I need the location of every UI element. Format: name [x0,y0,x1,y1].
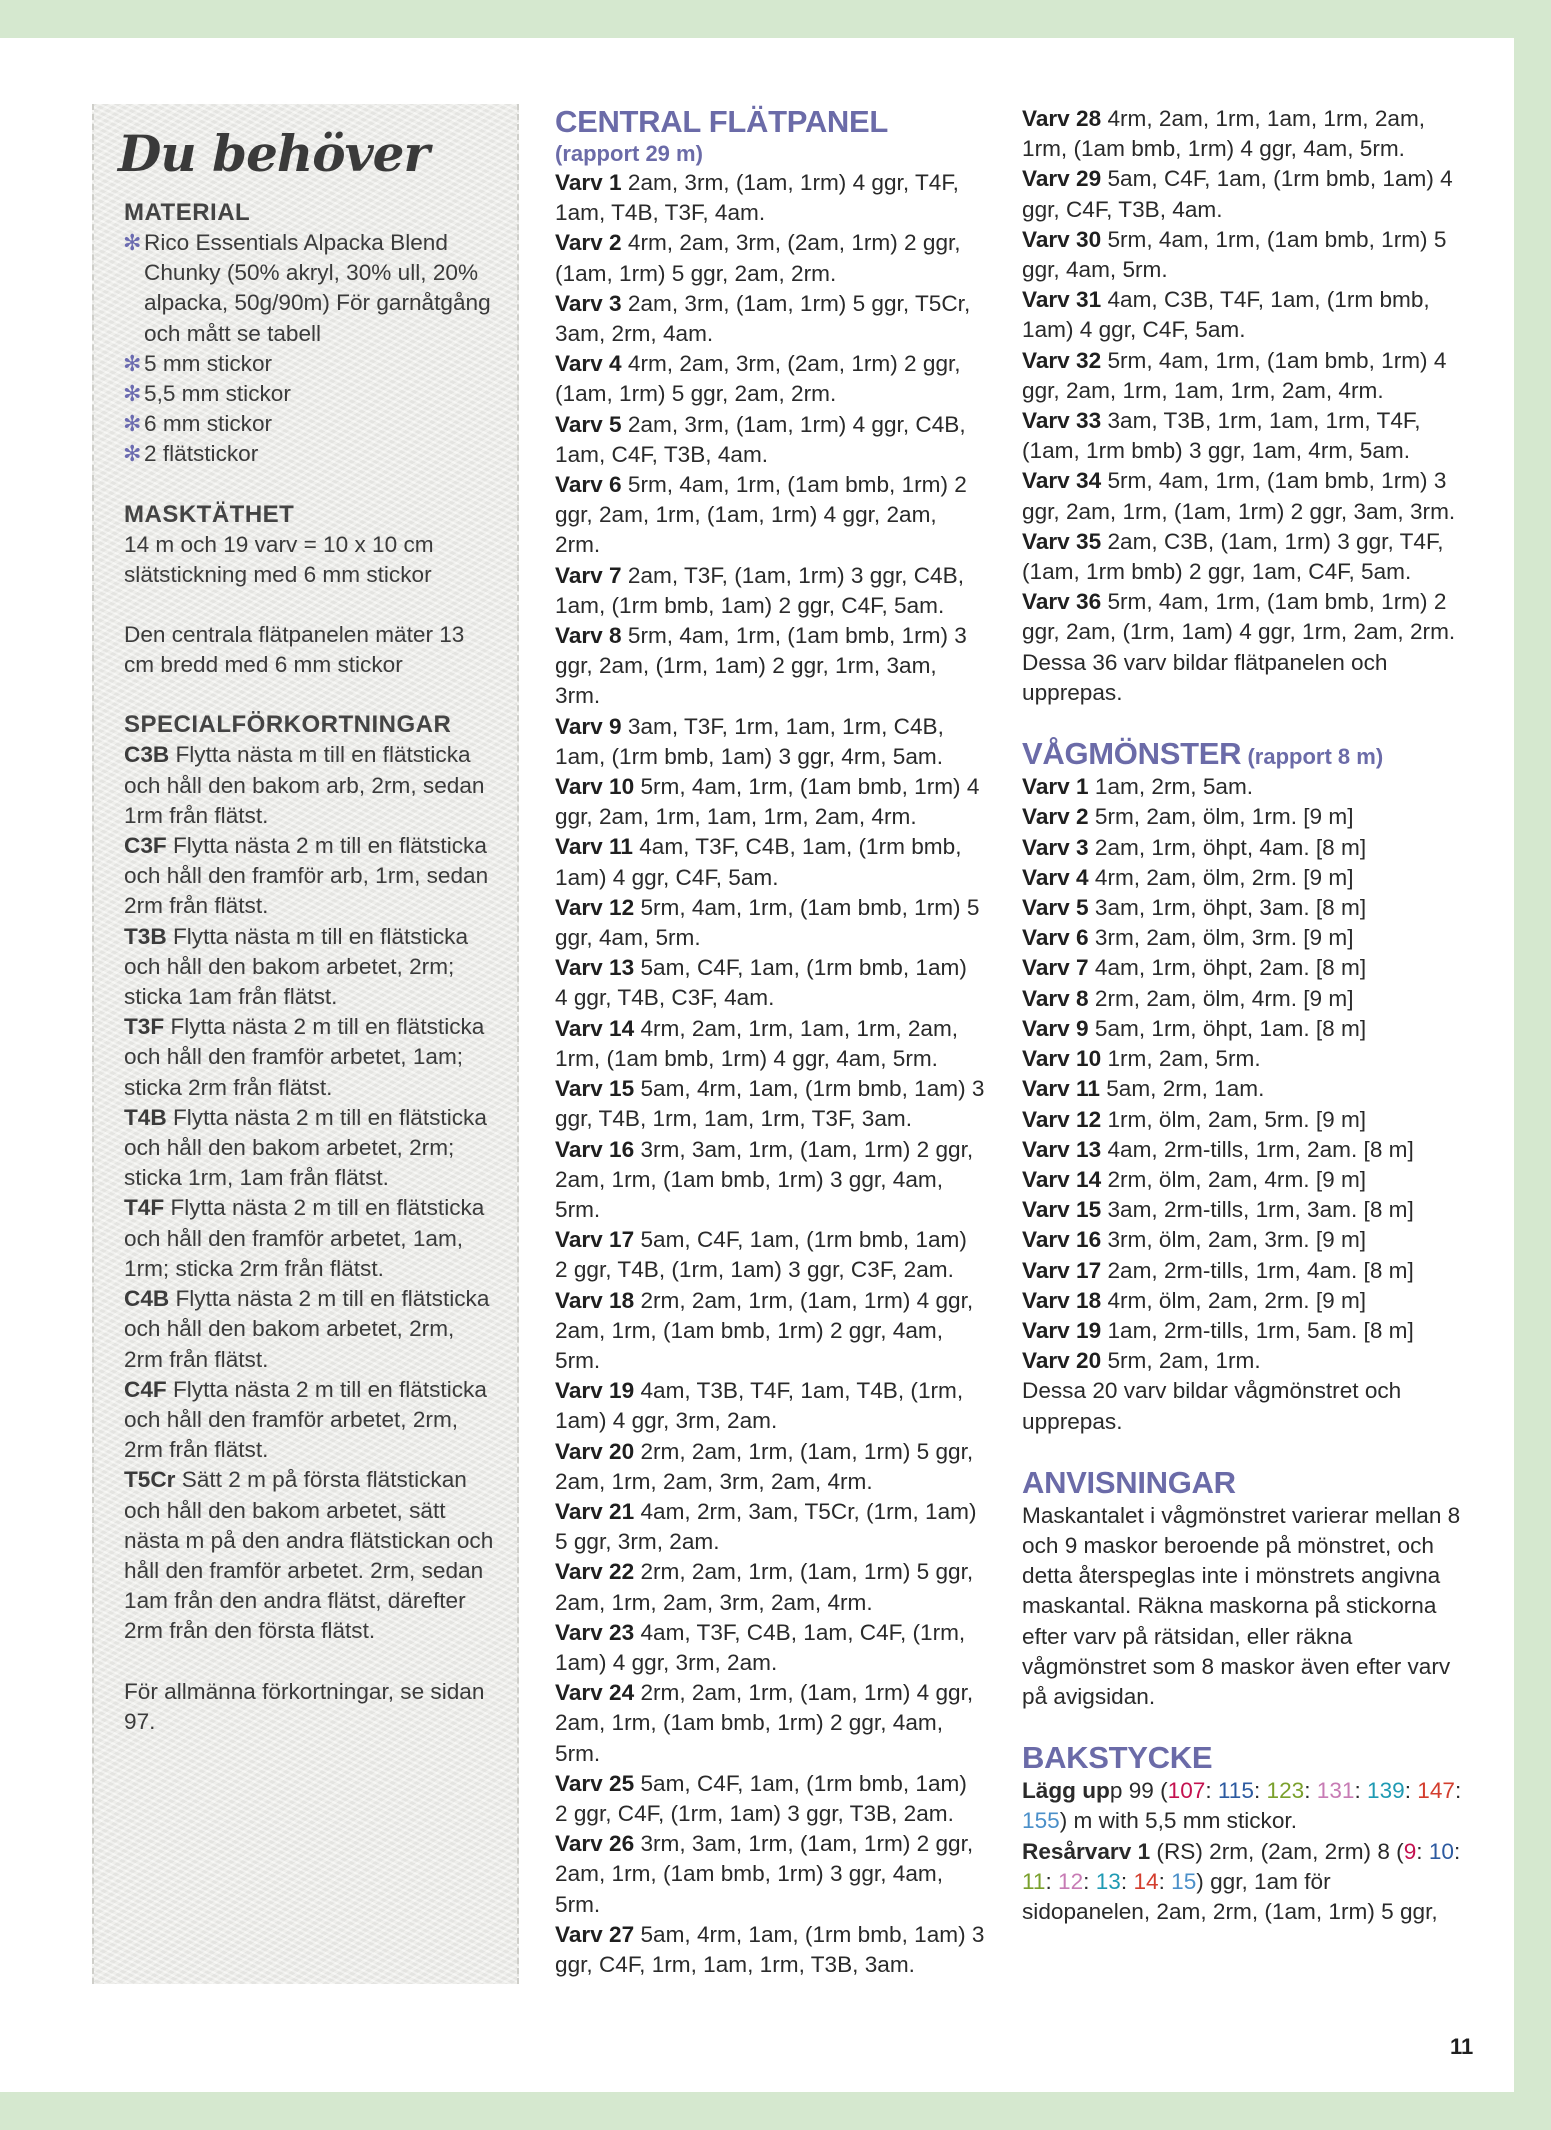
row-label: Varv 8 [555,623,622,649]
size-value: 147 [1417,1778,1455,1804]
pattern-row [1022,893,1462,923]
row-label: Varv 7 [1022,955,1089,981]
row-text: 1rm, 2am, 5rm. [1107,1046,1261,1072]
size-value: 10 [1428,1838,1454,1864]
row-label: Varv 10 [1022,1046,1102,1072]
row-text: 3rm, 3am, 1rm, (1am, 1rm) 2 ggr, 2am, 1rm, (1am bmb, 1rm) 3 ggr, 4am, 5rm. [555,1831,974,1917]
pattern-row [1022,527,1462,587]
row-label: Varv 4 [1022,864,1089,890]
abbreviation-code: T3B [124,923,167,949]
abbreviation-item [124,1465,495,1646]
pattern-row [555,1769,985,1829]
central-panel-column [555,104,985,1980]
row-text: 2am, 1rm, öhpt, 4am. [8 m] [1094,834,1367,860]
abbreviation-code: C4B [124,1286,170,1312]
pattern-row [555,561,985,621]
row-label: Varv 18 [555,1287,635,1313]
size-value: 131 [1316,1778,1355,1804]
pattern-row [555,1497,985,1557]
pattern-row [555,349,985,409]
abbreviation-text: Sätt 2 m på första flätstickan och håll den bakom arbetet, sätt nästa m på den andra flätstickan och håll den framför arbetet. 2rm, sedan 1am från den andra flätst, därefter 2rm från den första flätst. [124,1467,494,1644]
pattern-row [1022,1044,1462,1074]
row-text: 4am, T3B, T4F, 1am, T4B, (1rm, 1am) 4 ggr, 3rm, 2am. [555,1378,964,1434]
asterisk-icon: ✻ [123,441,142,467]
row-label: Varv 28 [1022,106,1102,131]
panel-size-text: Den centrala flätpanelen mäter 13 cm bredd med 6 mm stickor [124,622,465,678]
row-text: 4am, T3F, C4B, 1am, (1rm bmb, 1am) 4 ggr, C4F, 5am. [555,834,962,890]
central-panel-note: Dessa 36 varv bildar flätpanelen och upprepas. [1022,649,1388,705]
row-text: 2am, 2rm-tills, 1rm, 4am. [8 m] [1107,1257,1414,1283]
row-label: Varv 36 [1022,589,1102,615]
row-text: 2rm, 2am, 1rm, (1am, 1rm) 4 ggr, 2am, 1rm, (1am bmb, 1rm) 2 ggr, 4am, 5rm. [555,1680,974,1766]
row-label: Varv 29 [1022,166,1102,192]
row-text: 5am, 4rm, 1am, (1rm bmb, 1am) 3 ggr, T4B, 1rm, 1am, 1rm, T3F, 3am. [555,1076,985,1132]
pattern-row [555,621,985,712]
row-label: Varv 27 [555,1921,635,1947]
row-label: Varv 2 [1022,804,1089,830]
row-text: 2am, 3rm, (1am, 1rm) 4 ggr, C4B, 1am, C4F, T3B, 4am. [555,411,966,467]
row-text: 5rm, 4am, 1rm, (1am bmb, 1rm) 4 ggr, 2am, 1rm, 1am, 1rm, 2am, 4rm. [555,774,980,830]
pattern-row [1022,772,1462,802]
row-label: Varv 13 [555,955,635,981]
pattern-row [1022,1135,1462,1165]
pattern-row [1022,587,1462,647]
row-label: Varv 3 [1022,834,1089,860]
abbreviation-text: Flytta nästa 2 m till en flätsticka och håll den bakom arbetet, 2rm, 2rm från flätst. [124,1286,490,1372]
row-text: 5rm, 4am, 1rm, (1am bmb, 1rm) 2 ggr, 2am, (1rm, 1am) 4 ggr, 1rm, 2am, 2rm. [1022,589,1456,645]
row-text: 1rm, ölm, 2am, 5rm. [9 m] [1107,1106,1367,1132]
pattern-row [1022,104,1462,164]
row-text: 1am, 2rm, 5am. [1094,774,1254,800]
row-label: Varv 20 [1022,1348,1102,1374]
pattern-row [555,410,985,470]
row-text: 3rm, ölm, 2am, 3rm. [9 m] [1107,1227,1367,1253]
pattern-row [555,228,985,288]
row-label: Varv 21 [555,1498,635,1524]
row-label: Varv 19 [1022,1317,1102,1343]
row-text: 5rm, 4am, 1rm, (1am bmb, 1rm) 5 ggr, 4am, 5rm. [1022,226,1447,283]
row-text: 4rm, 2am, 1rm, 1am, 1rm, 2am, 1rm, (1am bmb, 1rm) 4 ggr, 4am, 5rm. [555,1015,959,1071]
asterisk-icon: ✻ [123,350,142,376]
row-text: 2rm, 2am, 1rm, (1am, 1rm) 5 ggr, 2am, 1rm, 2am, 3rm, 2am, 4rm. [555,1559,974,1615]
row-label: Varv 22 [555,1559,635,1585]
row-label: Varv 15 [1022,1197,1102,1223]
list-item: ✻ 6 mm stickor [124,409,495,439]
row-label: Varv 11 [555,834,633,860]
abbreviation-item [124,1012,495,1103]
abbreviation-item [124,922,495,1013]
abbreviation-item [124,1284,495,1375]
cast-on-sizes: 107: 115: 123: 131: 139: 147: 155 [1022,1778,1462,1834]
row-label: Varv 16 [555,1136,635,1162]
row-label: Varv 33 [1022,408,1102,434]
row-label: Varv 9 [1022,1015,1089,1041]
pattern-row [555,1557,985,1617]
row-label: Varv 6 [555,472,622,498]
row-text: 3am, 1rm, öhpt, 3am. [8 m] [1094,895,1367,921]
materials-sidebar [92,104,519,1984]
wave-rows [1022,772,1462,1376]
row-text: 4rm, 2am, 3rm, (2am, 1rm) 2 ggr, (1am, 1rm) 5 ggr, 2am, 2rm. [555,351,961,407]
row-text: 5rm, 4am, 1rm, (1am bmb, 1rm) 4 ggr, 2am, 1rm, 1am, 1rm, 2am, 4rm. [1022,347,1447,403]
rib-paragraph: Resårvarv 1 (RS) 2rm, (2am, 2rm) 8 (9: 10: 11: 12: 13: 14: 15) ggr, 1am för sidopanelen, 2am, 2rm, (1am, 1rm) 5 ggr, [1022,1838,1461,1924]
pattern-row [1022,1014,1462,1044]
pattern-row [1022,802,1462,832]
abbreviation-text: Flytta nästa 2 m till en flätsticka och håll den bakom arbetet, 2rm; sticka 1rm, 1am från flätst. [124,1104,487,1191]
row-text: 2rm, 2am, 1rm, (1am, 1rm) 5 ggr, 2am, 1rm, 2am, 3rm, 2am, 4rm. [555,1438,974,1494]
pattern-row [555,168,985,228]
pattern-row [1022,164,1462,224]
asterisk-icon: ✻ [123,230,142,255]
size-value: 139 [1367,1778,1405,1804]
row-text: 4rm, 2am, 3rm, (2am, 1rm) 2 ggr, (1am, 1rm) 5 ggr, 2am, 2rm. [555,230,961,286]
row-text: 4am, C3B, T4F, 1am, (1rm bmb, 1am) 4 ggr, C4F, 5am. [1022,287,1430,343]
row-text: 5am, 2rm, 1am. [1106,1076,1265,1102]
pattern-row [1022,466,1462,526]
material-list [124,228,495,470]
abbreviation-item [124,740,495,831]
pattern-row [555,1618,985,1678]
row-text: 4am, T3F, C4B, 1am, C4F, (1rm, 1am) 4 ggr, 3rm, 2am. [555,1619,966,1675]
pattern-row [555,893,985,953]
pattern-row [555,289,985,349]
abbreviation-code: T4B [124,1104,167,1130]
row-text: 5rm, 4am, 1rm, (1am bmb, 1rm) 5 ggr, 4am, 5rm. [555,894,980,951]
pattern-row [1022,225,1462,285]
row-label: Varv 26 [555,1831,635,1857]
pattern-row [555,1829,985,1920]
abbreviation-code: T5Cr [124,1467,176,1493]
row-text: 4rm, ölm, 2am, 2rm. [9 m] [1107,1287,1367,1313]
pattern-row [555,1225,985,1285]
list-item: ✻ 5 mm stickor [124,349,495,379]
size-value: 155 [1022,1808,1060,1834]
row-text: 5rm, 2am, 1rm. [1107,1348,1261,1374]
row-text: 3rm, 2am, ölm, 3rm. [9 m] [1094,925,1354,951]
general-abbreviations-note: För allmänna förkortningar, se sidan 97. [124,1678,485,1734]
asterisk-icon: ✻ [123,411,142,437]
row-label: Varv 14 [555,1015,635,1041]
central-panel-subtitle: (rapport 29 m) [555,141,703,166]
size-value: 123 [1266,1778,1305,1804]
pattern-row [1022,346,1462,406]
row-label: Varv 24 [555,1680,635,1706]
row-text: 2rm, 2am, 1rm, (1am, 1rm) 4 ggr, 2am, 1rm, (1am bmb, 1rm) 2 ggr, 4am, 5rm. [555,1287,974,1373]
asterisk-icon: ✻ [123,381,142,407]
row-label: Varv 1 [1022,774,1089,800]
row-label: Varv 7 [555,562,622,588]
row-text: 2am, C3B, (1am, 1rm) 3 ggr, T4F, (1am, 1rm bmb) 2 ggr, 1am, C4F, 5am. [1022,528,1444,585]
rib-label: Resårvarv 1 [1022,1838,1151,1864]
pattern-row [555,1376,985,1436]
row-label: Varv 5 [555,411,622,437]
pattern-row [1022,1346,1462,1376]
central-panel-rows [555,168,985,1980]
row-text: 5am, 1rm, öhpt, 1am. [8 m] [1094,1015,1367,1041]
size-value: 15 [1171,1868,1197,1894]
row-label: Varv 12 [555,894,635,920]
size-value: 13 [1095,1868,1121,1894]
abbreviation-text: Flytta nästa 2 m till en flätsticka och håll den framför arbetet, 2rm, 2rm från flätst. [124,1376,487,1463]
list-item: ✻ 2 flätstickor [124,439,495,469]
row-label: Varv 8 [1022,985,1089,1011]
abbreviations-list [124,740,495,1646]
row-label: Varv 31 [1022,287,1102,313]
pattern-row [555,470,985,561]
abbreviation-code: C3F [124,833,167,859]
row-label: Varv 4 [555,351,622,377]
pattern-row [1022,1074,1462,1104]
row-label: Varv 11 [1022,1076,1100,1102]
row-label: Varv 10 [555,774,635,800]
cast-on-paragraph: Lägg upp 99 (107: 115: 123: 131: 139: 147: 155) m with 5,5 mm stickor. [1022,1778,1462,1834]
row-label: Varv 16 [1022,1227,1102,1253]
row-text: 2rm, 2am, ölm, 4rm. [9 m] [1094,985,1354,1011]
pattern-row [1022,406,1462,466]
row-label: Varv 6 [1022,925,1089,951]
row-label: Varv 1 [555,170,622,195]
abbreviation-code: C4F [124,1376,167,1402]
size-value: 12 [1058,1868,1084,1894]
row-label: Varv 30 [1022,226,1102,252]
row-text: 2am, T3F, (1am, 1rm) 3 ggr, C4B, 1am, (1rm bmb, 1am) 2 ggr, C4F, 5am. [555,562,964,618]
pattern-row [555,953,985,1013]
abbreviation-text: Flytta nästa m till en flätsticka och håll den bakom arbetet, 2rm; sticka 1am från flätst. [124,923,469,1010]
pattern-row [1022,1316,1462,1346]
instructions-title: ANVISNINGAR [1022,1464,1236,1500]
pattern-row [1022,863,1462,893]
row-text: 4am, 1rm, öhpt, 2am. [8 m] [1094,955,1367,981]
pattern-row [555,1074,985,1134]
row-label: Varv 14 [1022,1166,1102,1192]
row-label: Varv 15 [555,1076,635,1102]
row-label: Varv 20 [555,1438,635,1464]
pattern-row [555,712,985,772]
abbreviations-heading: SPECIALFÖRKORTNINGAR [124,711,452,739]
row-text: 5rm, 2am, ölm, 1rm. [9 m] [1094,804,1354,830]
pattern-row [1022,1286,1462,1316]
pattern-row [1022,1195,1462,1225]
pattern-row [1022,1256,1462,1286]
pattern-row [1022,923,1462,953]
pattern-row [555,1286,985,1377]
wave-heading [1022,736,1462,772]
pattern-row [555,1135,985,1226]
material-heading: MATERIAL [124,199,251,226]
pattern-row [1022,953,1462,983]
abbreviation-text: Flytta nästa 2 m till en flätsticka och håll den framför arbetet, 1am, 1rm; sticka 2rm från flätst. [124,1195,485,1281]
list-item: ✻ Rico Essentials Alpacka Blend Chunky (50% akryl, 30% ull, 20% alpacka, 50g/90m) För garnåtgång och mått se tabell [123,230,491,346]
row-label: Varv 12 [1022,1106,1102,1132]
row-text: 3rm, 3am, 1rm, (1am, 1rm) 2 ggr, 2am, 1rm, (1am bmb, 1rm) 3 ggr, 4am, 5rm. [555,1136,974,1222]
row-label: Varv 17 [555,1227,635,1253]
pattern-row [555,1920,985,1980]
pattern-row [1022,285,1462,345]
gauge-text: 14 m och 19 varv = 10 x 10 cm slätstickning med 6 mm stickor [124,531,434,587]
row-text: 2am, 3rm, (1am, 1rm) 5 ggr, T5Cr, 3am, 2rm, 4am. [555,290,971,347]
row-text: 4rm, 2am, ölm, 2rm. [9 m] [1094,864,1354,890]
row-label: Varv 17 [1022,1257,1102,1283]
row-text: 2rm, ölm, 2am, 4rm. [9 m] [1107,1166,1367,1192]
row-text: 2am, 3rm, (1am, 1rm) 4 ggr, T4F, 1am, T4B, T3F, 4am. [555,170,959,226]
size-value: 107 [1167,1778,1206,1804]
size-value: 11 [1022,1868,1046,1894]
row-label: Varv 35 [1022,528,1102,554]
size-value: 9 [1403,1838,1417,1864]
row-label: Varv 18 [1022,1287,1102,1313]
instructions-text: Maskantalet i vågmönstret varierar mellan 8 och 9 maskor beroende på mönstret, och detta återspeglas inte i mönstrets angivna maskantal. Räkna maskorna på stickorna efter varv på rätsidan, eller räkna vågmönstret som 8 maskor även efter varv på avigsidan. [1022,1502,1461,1709]
row-label: Varv 32 [1022,347,1102,373]
pattern-row [555,1678,985,1769]
pattern-row [555,1014,985,1074]
pattern-row [1022,1225,1462,1255]
right-column [1022,104,1462,1927]
abbreviation-text: Flytta nästa m till en flätsticka och håll den bakom arb, 2rm, sedan 1rm från flätst. [124,742,485,828]
row-text: 5rm, 4am, 1rm, (1am bmb, 1rm) 3 ggr, 2am, (1rm, 1am) 2 ggr, 1rm, 3am, 3rm. [555,623,967,709]
wave-subtitle: (rapport 8 m) [1247,744,1384,770]
row-text: 5rm, 4am, 1rm, (1am bmb, 1rm) 2 ggr, 2am, 1rm, (1am, 1rm) 4 ggr, 2am, 2rm. [555,472,967,558]
pattern-row [555,772,985,832]
abbreviation-text: Flytta nästa 2 m till en flätsticka och håll den framför arbetet, 1am; sticka 2rm från flätst. [124,1014,485,1100]
row-text: 5am, C4F, 1am, (1rm bmb, 1am) 4 ggr, C4F, T3B, 4am. [1022,166,1453,222]
row-text: 4am, 2rm-tills, 1rm, 2am. [8 m] [1107,1136,1414,1162]
abbreviation-item [124,831,495,922]
cast-on-label: Lägg up [1022,1778,1110,1804]
pattern-row [555,832,985,892]
list-item: ✻ 5,5 mm stickor [124,379,495,409]
row-text: 1am, 2rm-tills, 1rm, 5am. [8 m] [1107,1317,1414,1343]
row-label: Varv 23 [555,1619,635,1645]
wave-note: Dessa 20 varv bildar vågmönstret och upprepas. [1022,1378,1402,1434]
abbreviation-code: T3F [124,1014,165,1040]
row-text: 5am, 4rm, 1am, (1rm bmb, 1am) 3 ggr, C4F, 1rm, 1am, 1rm, T3B, 3am. [555,1921,985,1977]
row-text: 4rm, 2am, 1rm, 1am, 1rm, 2am, 1rm, (1am bmb, 1rm) 4 ggr, 4am, 5rm. [1022,106,1426,162]
abbreviation-item [124,1103,495,1194]
row-text: 5am, C4F, 1am, (1rm bmb, 1am) 2 ggr, T4B, (1rm, 1am) 3 ggr, C3F, 2am. [555,1227,967,1283]
size-value: 14 [1133,1868,1159,1894]
row-text: 5am, C4F, 1am, (1rm bmb, 1am) 2 ggr, C4F, (1rm, 1am) 3 ggr, T3B, 2am. [555,1770,967,1826]
rib-sizes: 9: 10: 11: 12: 13: 14: 15 [1022,1838,1461,1894]
abbreviation-code: C3B [124,742,170,768]
row-label: Varv 2 [555,230,622,256]
pattern-row [1022,1105,1462,1135]
sidebar-title: Du behöver [118,124,429,183]
pattern-row [555,1437,985,1497]
abbreviation-item [124,1193,495,1284]
row-text: 3am, 2rm-tills, 1rm, 3am. [8 m] [1107,1197,1414,1223]
row-label: Varv 5 [1022,895,1089,921]
row-text: 4am, 2rm, 3am, T5Cr, (1rm, 1am) 5 ggr, 3rm, 2am. [555,1498,977,1555]
row-text: 3am, T3B, 1rm, 1am, 1rm, T4F, (1am, 1rm bmb) 3 ggr, 1am, 4rm, 5am. [1022,408,1421,464]
row-text: 5am, C4F, 1am, (1rm bmb, 1am) 4 ggr, T4B, C3F, 4am. [555,955,967,1011]
size-value: 115 [1217,1778,1254,1804]
pattern-row [1022,1165,1462,1195]
pattern-row [1022,984,1462,1014]
page-number: 11 [1450,2034,1474,2059]
central-panel-title: CENTRAL FLÄTPANEL [555,104,889,139]
row-label: Varv 13 [1022,1136,1102,1162]
row-label: Varv 19 [555,1378,635,1404]
row-label: Varv 34 [1022,468,1102,494]
row-text: 3am, T3F, 1rm, 1am, 1rm, C4B, 1am, (1rm bmb, 1am) 3 ggr, 4rm, 5am. [555,713,944,769]
gauge-heading: MASKTÄTHET [124,500,295,528]
abbreviation-item [124,1375,495,1466]
row-label: Varv 25 [555,1770,635,1796]
pattern-row [1022,833,1462,863]
central-panel-rows-cont [1022,104,1462,648]
row-label: Varv 3 [555,290,622,316]
abbreviation-code: T4F [124,1195,165,1221]
back-title: BAKSTYCKE [1022,1740,1213,1776]
wave-title: VÅGMÖNSTER [1022,736,1242,772]
row-text: 5rm, 4am, 1rm, (1am bmb, 1rm) 3 ggr, 2am, 1rm, (1am, 1rm) 2 ggr, 3am, 3rm. [1022,468,1456,524]
abbreviation-text: Flytta nästa 2 m till en flätsticka och håll den framför arb, 1rm, sedan 2rm från flätst. [124,833,489,919]
row-label: Varv 9 [555,713,622,739]
